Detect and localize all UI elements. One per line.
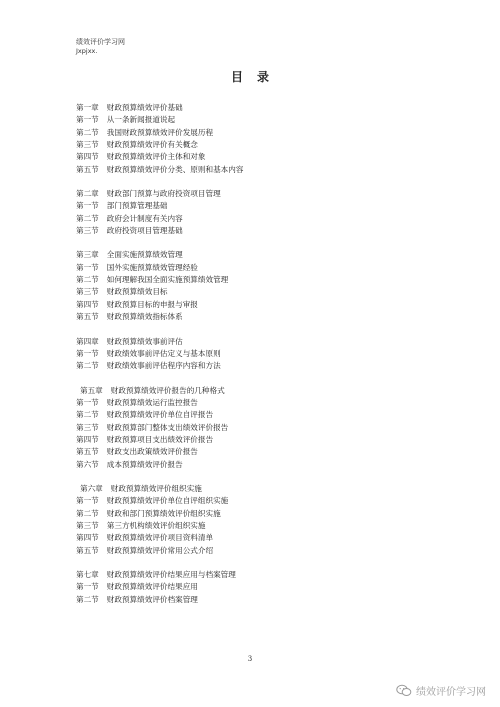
toc-section-line	[76, 495, 436, 507]
toc-section-line	[76, 508, 436, 520]
toc-item-number: 第五节	[76, 447, 99, 457]
toc-section-line	[76, 360, 436, 372]
toc-item-number: 第二节	[76, 275, 99, 285]
toc-chapter-line	[76, 483, 436, 495]
toc-item-title: 财政支出政策绩效评价报告	[106, 447, 198, 457]
toc-item-number: 第五节	[76, 164, 99, 174]
toc-section-line	[76, 446, 436, 458]
toc-chapter-group	[76, 188, 436, 237]
toc-item-title: 国外实施预算绩效管理经验	[106, 262, 198, 272]
toc-item-title: 财政预算绩效评价常用公式介绍	[106, 545, 214, 555]
toc-item-title: 财政预算绩效评价结果应用	[106, 582, 198, 592]
toc-item-number: 第一节	[76, 397, 99, 407]
toc-item-title: 从一条新闻报道说起	[106, 115, 176, 125]
toc-section-line	[76, 545, 436, 557]
toc-section-line	[76, 274, 436, 286]
toc-item-number: 第三节	[76, 520, 99, 530]
toc-item-number: 第二节	[76, 213, 99, 223]
toc-item-number: 第二节	[76, 594, 99, 604]
toc-section-line	[76, 213, 436, 225]
toc-item-title: 财政绩效事前评估定义与基本原则	[106, 348, 221, 358]
toc-item-number: 第六章	[80, 483, 103, 493]
toc-section-line	[76, 348, 436, 360]
page-title: 目录	[230, 70, 283, 84]
toc-item-title: 我国财政预算绩效评价发展历程	[106, 127, 214, 137]
toc-item-number: 第二节	[76, 410, 99, 420]
toc-chapter-line	[76, 102, 436, 114]
toc-item-number: 第二章	[76, 189, 99, 199]
toc-item-title: 财政预算绩效评价单位自评组织实施	[106, 496, 229, 506]
toc-section-line	[76, 397, 436, 409]
toc-item-title: 财政预算绩效评价档案管理	[106, 594, 198, 604]
toc-item-number: 第四节	[76, 299, 99, 309]
toc-section-line	[76, 139, 436, 151]
toc-section-line	[76, 422, 436, 434]
toc-item-title: 财政预算部门整体支出绩效评价报告	[106, 422, 229, 432]
toc-item-title: 财政部门预算与政府投资项目管理	[106, 189, 221, 199]
toc-item-title: 政府投资项目管理基础	[106, 226, 183, 236]
toc-section-line	[76, 127, 436, 139]
toc-section-line	[76, 520, 436, 532]
toc-item-number: 第三节	[76, 140, 99, 150]
toc-item-number: 第四节	[76, 434, 99, 444]
toc-item-title: 如何理解我国全面实施预算绩效管理	[106, 275, 229, 285]
toc-item-title: 第三方机构绩效评价组织实施	[106, 520, 206, 530]
toc-section-line	[76, 286, 436, 298]
toc-item-number: 第四节	[76, 533, 99, 543]
toc-chapter-line	[76, 569, 436, 581]
toc-chapter-line	[76, 249, 436, 261]
toc-item-number: 第二节	[76, 508, 99, 518]
toc-section-line	[76, 581, 436, 593]
header-url: Jxpjxx.	[76, 47, 98, 55]
toc-item-number: 第六节	[76, 459, 99, 469]
toc-item-number: 第四章	[76, 336, 99, 346]
toc-chapter-group	[76, 483, 436, 557]
toc-item-title: 财政预算绩效目标	[106, 287, 168, 297]
toc-chapter-group	[76, 385, 436, 471]
toc-section-line	[76, 434, 436, 446]
page-header	[76, 38, 125, 56]
toc-section-line	[76, 200, 436, 212]
header-brand: 绩效评价学习网	[76, 38, 125, 46]
toc-section-line	[76, 225, 436, 237]
toc-section-line	[76, 262, 436, 274]
toc-item-number: 第五章	[80, 385, 103, 395]
toc-item-title: 政府会计制度有关内容	[106, 213, 183, 223]
toc-item-title: 成本预算绩效评价报告	[106, 459, 183, 469]
toc-item-number: 第一章	[76, 103, 99, 112]
table-of-contents	[76, 102, 436, 618]
toc-item-title: 财政预算绩效评价分类、原则和基本内容	[106, 164, 244, 174]
toc-item-number: 第一节	[76, 348, 99, 358]
toc-section-line	[76, 311, 436, 323]
toc-item-number: 第一节	[76, 115, 99, 125]
toc-item-title: 财政预算绩效评价组织实施	[110, 483, 202, 493]
toc-item-title: 全面实施预算绩效管理	[106, 250, 183, 260]
toc-item-number: 第一节	[76, 262, 99, 272]
toc-item-number: 第五节	[76, 312, 99, 322]
toc-item-number: 第七章	[76, 570, 99, 579]
toc-chapter-line	[76, 336, 436, 348]
toc-item-number: 第二节	[76, 127, 99, 137]
toc-section-line	[76, 151, 436, 163]
toc-item-title: 财政绩效事前评估程序内容和方法	[106, 361, 221, 371]
page-number: 3	[247, 655, 253, 663]
toc-item-number: 第一节	[76, 582, 99, 592]
wechat-icon	[396, 684, 412, 697]
toc-item-title: 财政预算绩效评价单位自评报告	[106, 410, 214, 420]
toc-item-title: 财政预算绩效指标体系	[106, 312, 183, 322]
toc-chapter-line	[76, 385, 436, 397]
toc-item-title: 部门预算管理基础	[106, 201, 168, 211]
toc-item-number: 第二节	[76, 361, 99, 371]
toc-chapter-group	[76, 336, 436, 373]
toc-section-line	[76, 409, 436, 421]
toc-item-title: 财政和部门预算绩效评价组织实施	[106, 508, 221, 518]
toc-section-line	[76, 164, 436, 176]
toc-item-title: 财政预算绩效运行监控报告	[106, 397, 198, 407]
toc-item-title: 财政预算绩效评价项目资料清单	[106, 533, 214, 543]
toc-item-title: 财政预算绩效评价结果应用与档案管理	[106, 570, 236, 579]
toc-section-line	[76, 459, 436, 471]
toc-section-line	[76, 114, 436, 126]
toc-item-number: 第四节	[76, 152, 99, 162]
watermark-text: 绩效评价学习网	[416, 687, 486, 698]
toc-item-number: 第三节	[76, 226, 99, 236]
toc-item-title: 财政预算绩效事前评估	[106, 336, 183, 346]
toc-item-title: 财政预算目标的申报与审报	[106, 299, 198, 309]
toc-item-title: 财政预算绩效评价报告的几种格式	[110, 385, 225, 395]
toc-item-number: 第三节	[76, 422, 99, 432]
toc-section-line	[76, 299, 436, 311]
toc-chapter-group	[76, 102, 436, 176]
toc-section-line	[76, 532, 436, 544]
toc-chapter-group	[76, 249, 436, 323]
toc-item-number: 第五节	[76, 545, 99, 555]
toc-item-title: 财政预算绩效评价有关概念	[106, 140, 198, 150]
toc-section-line	[76, 594, 436, 606]
toc-item-number: 第三章	[76, 250, 99, 260]
toc-item-number: 第一节	[76, 496, 99, 506]
toc-chapter-line	[76, 188, 436, 200]
toc-chapter-group	[76, 569, 436, 606]
toc-item-title: 财政预算绩效评价基础	[106, 103, 183, 112]
toc-item-number: 第一节	[76, 201, 99, 211]
toc-item-number: 第三节	[76, 287, 99, 297]
toc-item-title: 财政预算项目支出绩效评价报告	[106, 434, 214, 444]
watermark	[396, 683, 486, 698]
toc-item-title: 财政预算绩效评价主体和对象	[106, 152, 206, 162]
